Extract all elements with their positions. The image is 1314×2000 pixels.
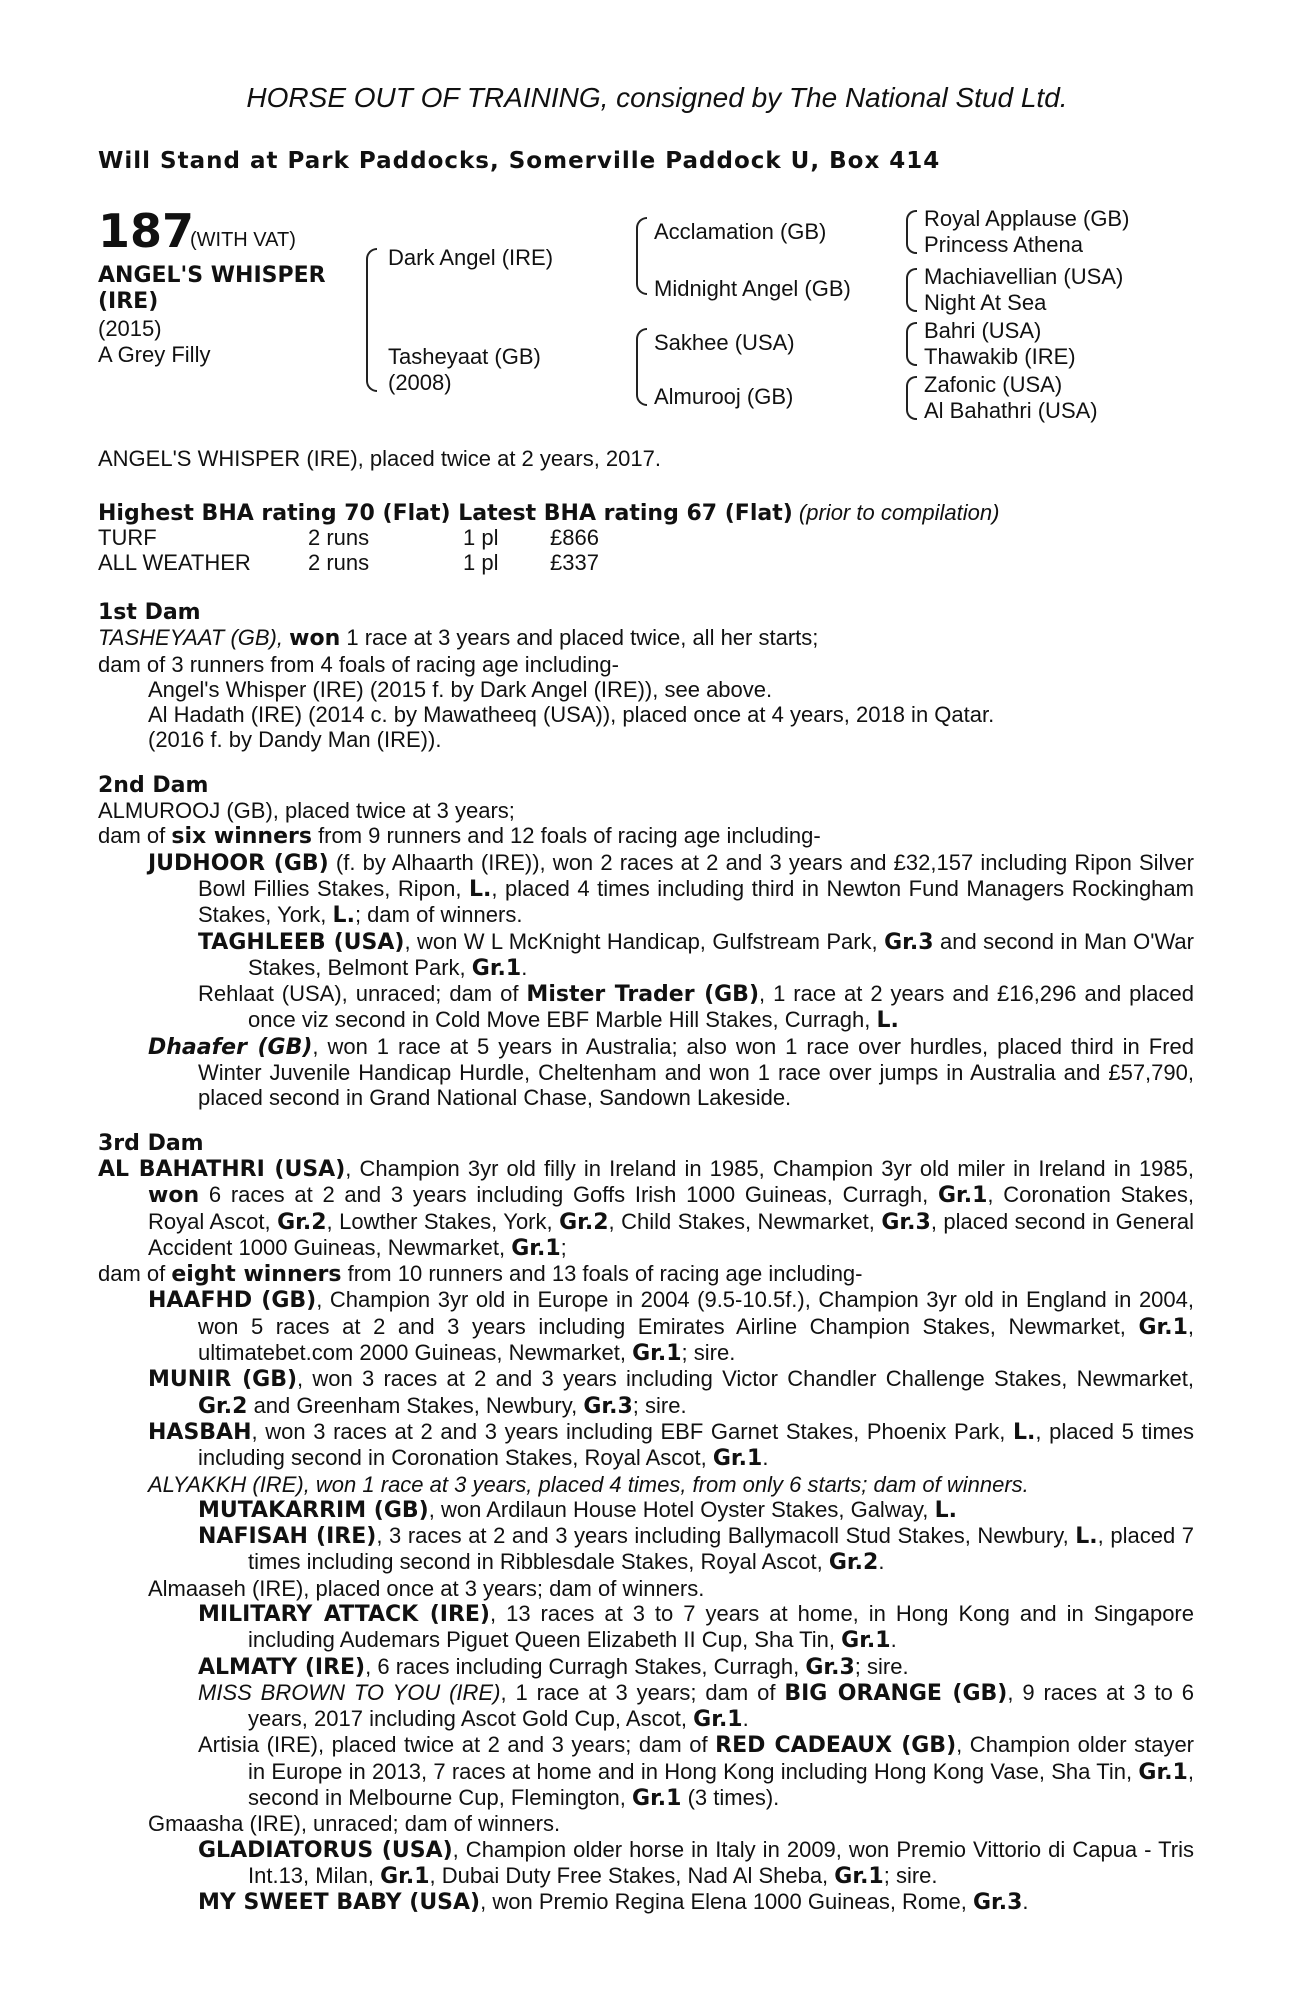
pedigree-brace [906,268,917,312]
second-dam-produce: dam of six winners from 9 runners and 12 foals of racing age including- [98,823,821,850]
pedigree-brace [636,217,647,295]
third-dam-heading: 3rd Dam [98,1130,204,1156]
pedigree-brace [906,322,917,366]
consignor-heading: HORSE OUT OF TRAINING, consigned by The National Stud Ltd. [246,82,1068,113]
pedigree-gg-1: Royal Applause (GB) [924,206,1130,231]
second-dam-heading: 2nd Dam [98,772,209,798]
pedigree-dam: Tasheyaat (GB) [388,344,541,369]
pedigree-sire: Dark Angel (IRE) [388,245,554,270]
foaling-year: (2015) [98,316,162,341]
produce-entry: Al Hadath (IRE) (2014 c. by Mawatheeq (USA)), placed once at 4 years, 2018 in Qatar. [148,702,995,728]
race-record [98,525,599,575]
produce-entry: Artisia (IRE), placed twice at 2 and 3 years; dam of RED CADEAUX (GB), Champion older stayer in Europe in 2013, 7 races at home and in Hong Kong including Hong Kong Vase, Sha Tin, Gr.1, second in Melbourne Cup, Flemington, Gr.1 (3 times). [198,1732,1195,1812]
horse-name: ANGEL'S WHISPER (IRE) [98,263,326,314]
pedigree-dam-year: (2008) [388,370,452,395]
produce-entry: Almaaseh (IRE), placed once at 3 years; dam of winners. [148,1575,705,1601]
produce-entry: MILITARY ATTACK (IRE), 13 races at 3 to 7 years at home, in Hong Kong and in Singapore including Audemars Piguet Queen Elizabeth II Cup, Sha Tin, Gr.1. [198,1600,1194,1654]
bha-ratings: Highest BHA rating 70 (Flat) Latest BHA rating 67 (Flat) (prior to compilation) [98,500,1000,526]
vat-label: (WITH VAT) [190,229,296,251]
pedigree-dam-sire: Sakhee (USA) [654,330,795,355]
produce-entry: JUDHOOR (GB) (f. by Alhaarth (IRE)), won 2 races at 2 and 3 years and £32,157 including Ripon Silver Bowl Fillies Stakes, Ripon, L., placed 4 times including third in Newton Fund Managers Rockingham Stakes, York, L.; dam of winners. [148,849,1194,929]
stand-location: Will Stand at Park Paddocks, Somerville Paddock U, Box 414 [98,148,941,174]
produce-entry: Gmaasha (IRE), unraced; dam of winners. [148,1811,561,1837]
pedigree-dam-dam: Almurooj (GB) [654,384,794,409]
produce-entry: HAAFHD (GB), Champion 3yr old in Europe in 2004 (9.5-10.5f.), Champion 3yr old in England in 2004, won 5 races at 2 and 3 years including Emirates Airline Champion Stakes, Newmarket, Gr.1, ultimatebet.com 2000 Guineas, Newmarket, Gr.1; sire. [148,1287,1195,1367]
produce-entry: MUTAKARRIM (GB), won Ardilaun House Hotel Oyster Stakes, Galway, L. [198,1496,957,1523]
pedigree-gg-8: Al Bahathri (USA) [924,398,1098,423]
produce-entry: Dhaafer (GB), won 1 race at 5 years in Australia; also won 1 race over hurdles, placed third in Fred Winter Juvenile Handicap Hurdle, Cheltenham and won 1 race over jumps in Australia and £57,790, placed second in Grand National Chase, Sandown Lakeside. [148,1033,1194,1111]
first-dam-produce: dam of 3 runners from 4 foals of racing age including- [98,651,619,677]
pedigree-gg-6: Thawakib (IRE) [924,344,1076,369]
produce-entry: HASBAH, won 3 races at 2 and 3 years including EBF Garnet Stakes, Phoenix Park, L., placed 5 times including second in Coronation Stakes, Royal Ascot, Gr.1. [148,1418,1195,1472]
record-row: TURF 2 runs 1 pl £866 [98,525,599,550]
race-summary: ANGEL'S WHISPER (IRE), placed twice at 2 years, 2017. [98,446,661,471]
produce-entry: TAGHLEEB (USA), won W L McKnight Handicap, Gulfstream Park, Gr.3 and second in Man O'War Stakes, Belmont Park, Gr.1. [198,928,1194,981]
pedigree-brace [366,248,377,392]
third-dam-line: AL BAHATHRI (USA), Champion 3yr old filly in Ireland in 1985, Champion 3yr old miler in Ireland in 1985, won 6 races at 2 and 3 years including Goffs Irish 1000 Guineas, Curragh, Gr.1, Coronation Stakes, Royal Ascot, Gr.2, Lowther Stakes, York, Gr.2, Child Stakes, Newmarket, Gr.3, placed second in General Accident 1000 Guineas, Newmarket, Gr.1; [98,1155,1194,1261]
produce-entry: Angel's Whisper (IRE) (2015 f. by Dark Angel (IRE)), see above. [148,676,773,702]
lot-number: 187 [98,204,195,258]
produce-entry: ALMATY (IRE), 6 races including Curragh Stakes, Curragh, Gr.3; sire. [198,1653,909,1680]
second-dam-line: ALMUROOJ (GB), placed twice at 3 years; [98,798,515,824]
first-dam-line: TASHEYAAT (GB), won 1 race at 3 years and placed twice, all her starts; [98,625,819,652]
first-dam-heading: 1st Dam [98,600,201,625]
horse-description: A Grey Filly [98,342,211,367]
pedigree-gg-2: Princess Athena [924,232,1083,257]
produce-entry: GLADIATORUS (USA), Champion older horse in Italy in 2009, won Premio Vittorio di Capua - Tris Int.13, Milan, Gr.1, Dubai Duty Free Stakes, Nad Al Sheba, Gr.1; sire. [198,1836,1194,1889]
pedigree-brace [906,376,917,420]
pedigree-gg-4: Night At Sea [924,290,1047,315]
pedigree-brace [636,328,647,406]
pedigree-sire-sire: Acclamation (GB) [654,219,827,244]
produce-entry: ALYAKKH (IRE), won 1 race at 3 years, placed 4 times, from only 6 starts; dam of winners. [148,1471,1029,1497]
pedigree-gg-7: Zafonic (USA) [924,372,1063,397]
produce-entry: MY SWEET BABY (USA), won Premio Regina Elena 1000 Guineas, Rome, Gr.3. [198,1889,1029,1916]
produce-entry: (2016 f. by Dandy Man (IRE)). [148,727,442,753]
dam-history [98,600,1194,1916]
produce-entry: Rehlaat (USA), unraced; dam of Mister Trader (GB), 1 race at 2 years and £16,296 and placed once viz second in Cold Move EBF Marble Hill Stakes, Curragh, L. [198,981,1194,1034]
third-dam-produce: dam of eight winners from 10 runners and 13 foals of racing age including- [98,1261,863,1288]
record-row: ALL WEATHER 2 runs 1 pl £337 [98,550,599,575]
produce-entry: NAFISAH (IRE), 3 races at 2 and 3 years including Ballymacoll Stud Stakes, Newbury, L., placed 7 times including second in Ribblesdale Stakes, Royal Ascot, Gr.2. [198,1523,1194,1576]
produce-entry: MUNIR (GB), won 3 races at 2 and 3 years including Victor Chandler Challenge Stakes, Newmarket, Gr.2 and Greenham Stakes, Newbury, Gr.3; sire. [148,1366,1195,1419]
pedigree-sire-dam: Midnight Angel (GB) [654,276,851,301]
produce-entry: MISS BROWN TO YOU (IRE), 1 race at 3 years; dam of BIG ORANGE (GB), 9 races at 3 to 6 years, 2017 including Ascot Gold Cup, Ascot, Gr.1. [198,1679,1194,1733]
pedigree-gg-3: Machiavellian (USA) [924,264,1124,289]
pedigree-gg-5: Bahri (USA) [924,318,1042,343]
pedigree-brace [906,210,917,254]
